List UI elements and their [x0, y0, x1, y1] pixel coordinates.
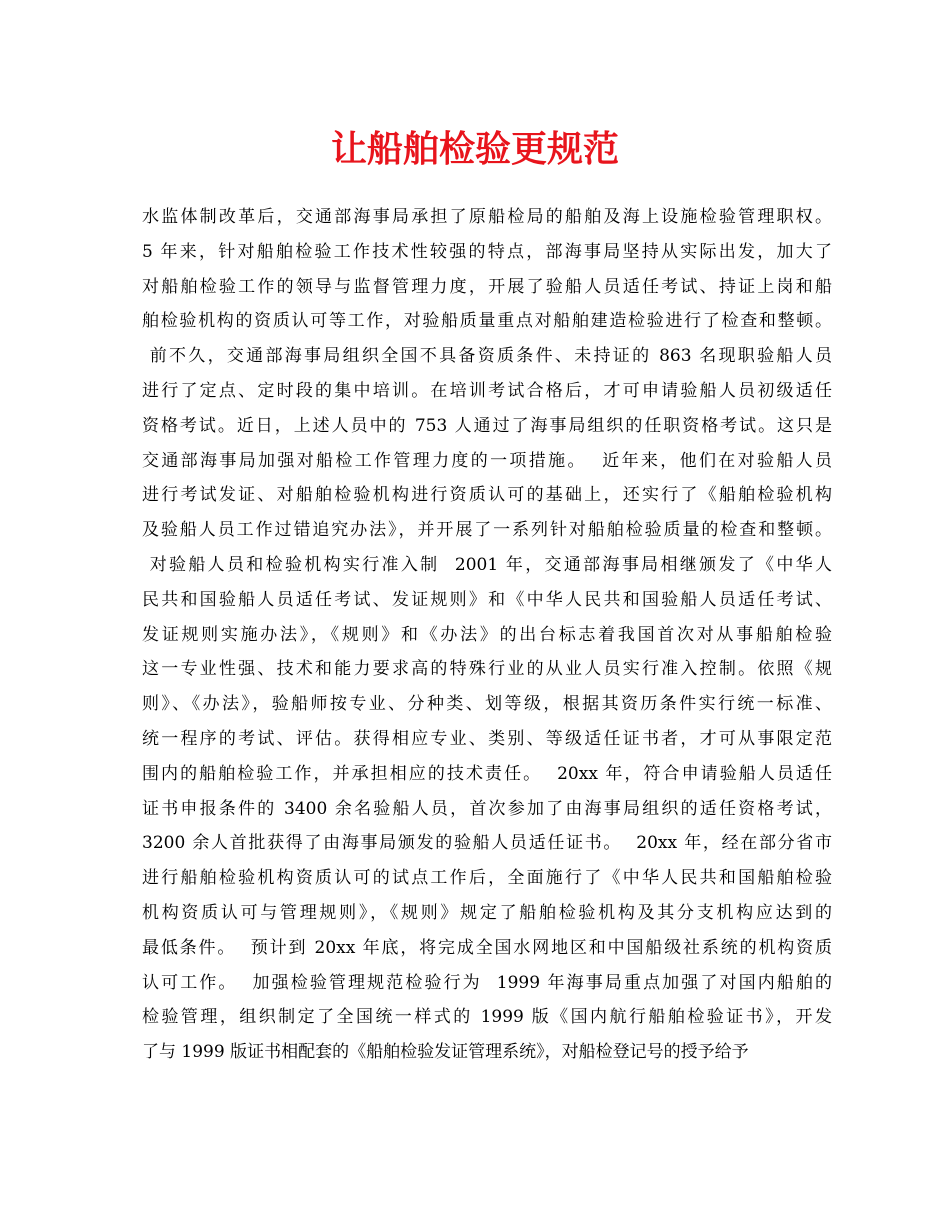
text-line: 进行考试发证、对船舶检验机构进行资质认可的基础上，还实行了《船舶检验机构 [142, 485, 832, 506]
text-line: 统一程序的考试、评估。获得相应专业、类别、等级适任证书者，才可从事限定范 [142, 728, 832, 749]
text-line: 3200 余人首批获得了由海事局颁发的验船人员适任证书。 20xx 年，经在部分省市 [142, 833, 832, 854]
text-line: 围内的船舶检验工作，并承担相应的技术责任。 20xx 年，符合申请验船人员适任 [142, 763, 832, 784]
text-line: 资格考试。近日，上述人员中的 753 人通过了海事局组织的任职资格考试。这只是 [142, 415, 832, 436]
text-line: 则》、《办法》，验船师按专业、分种类、划等级，根据其资历条件实行统一标准、 [142, 694, 832, 715]
text-line: 发证规则实施办法》，《规则》和《办法》的出台标志着我国首次对从事船舶检验 [142, 624, 832, 645]
text-line: 进行船舶检验机构资质认可的试点工作后，全面施行了《中华人民共和国船舶检验 [142, 868, 832, 889]
text-line: 检验管理，组织制定了全国统一样式的 1999 版《国内航行船舶检验证书》，开发 [142, 1007, 832, 1028]
text-line: 了与 1999 版证书相配套的《船舶检验发证管理系统》，对船检登记号的授予给予 [142, 1042, 749, 1063]
text-line: 对船舶检验工作的领导与监督管理力度，开展了验船人员适任考试、持证上岗和船 [142, 276, 832, 297]
text-line: 认可工作。 加强检验管理规范检验行为 1999 年海事局重点加强了对国内船舶的 [142, 972, 832, 993]
article-body [142, 200, 832, 1070]
text-line: 证书申报条件的 3400 余名验船人员，首次参加了由海事局组织的适任资格考试， [142, 798, 832, 819]
text-line: 这一专业性强、技术和能力要求高的特殊行业的从业人员实行准入控制。依照《规 [142, 659, 832, 680]
text-line: 交通部海事局加强对船检工作管理力度的一项措施。 近年来，他们在对验船人员 [142, 450, 832, 471]
text-line: 民共和国验船人员适任考试、发证规则》和《中华人民共和国验船人员适任考试、 [142, 589, 832, 610]
text-line: 前不久，交通部海事局组织全国不具备资质条件、未持证的 863 名现职验船人员 [142, 346, 832, 367]
text-line: 水监体制改革后，交通部海事局承担了原船检局的船舶及海上设施检验管理职权。 [142, 207, 832, 227]
text-line: 最低条件。 预计到 20xx 年底，将完成全国水网地区和中国船级社系统的机构资质 [142, 937, 832, 958]
page-title: 让船舶检验更规范 [330, 128, 619, 170]
text-line: 对验船人员和检验机构实行准入制 2001 年，交通部海事局相继颁发了《中华人 [142, 554, 832, 575]
text-line: 机构资质认可与管理规则》，《规则》规定了船舶检验机构及其分支机构应达到的 [142, 902, 832, 923]
text-line: 舶检验机构的资质认可等工作，对验船质量重点对船舶建造检验进行了检查和整顿。 [142, 311, 832, 332]
text-line: 及验船人员工作过错追究办法》，并开展了一系列针对船舶检验质量的检查和整顿。 [142, 520, 832, 541]
text-line: 进行了定点、定时段的集中培训。在培训考试合格后，才可申请验船人员初级适任 [142, 380, 832, 401]
text-line: 5 年来，针对船舶检验工作技术性较强的特点，部海事局坚持从实际出发，加大了 [142, 241, 832, 262]
